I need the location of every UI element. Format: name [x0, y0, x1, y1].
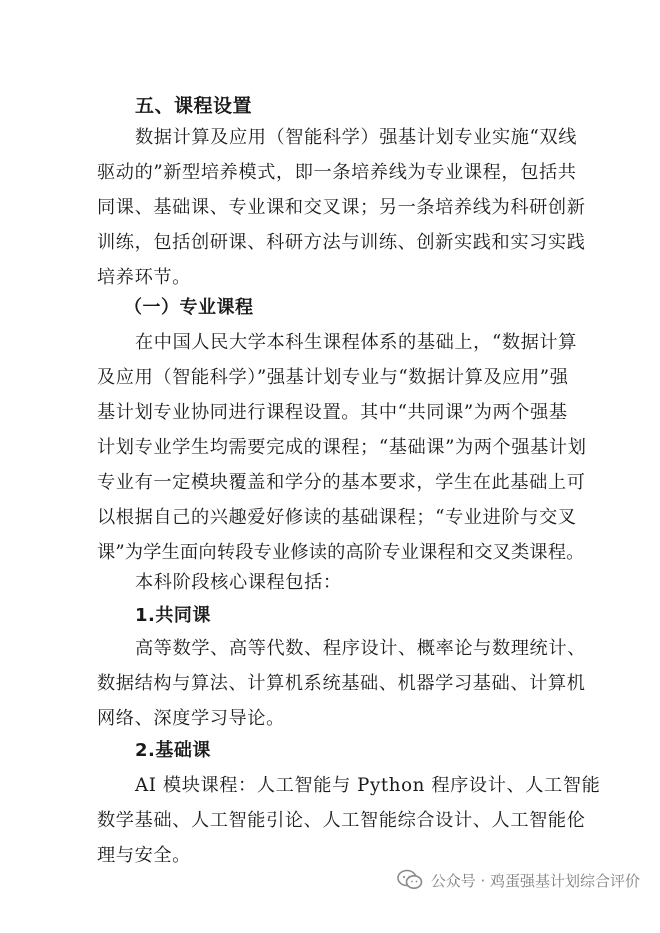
paragraph-line: 数据结构与算法、计算机系统基础、机器学习基础、计算机 — [97, 673, 586, 694]
paragraph-line: AI 模块课程：人工智能与 Python 程序设计、人工智能 — [135, 775, 601, 796]
paragraph-line: 以根据自己的兴趣爱好修读的基础课程；“专业进阶与交叉 — [97, 507, 577, 528]
paragraph-line: 网络、深度学习导论。 — [97, 708, 285, 729]
paragraph-line: 课”为学生面向转段专业修读的高阶专业课程和交叉类课程。 — [97, 542, 585, 563]
paragraph-line: 驱动的”新型培养模式，即一条培养线为专业课程，包括共 — [97, 162, 577, 183]
paragraph-line: 及应用（智能科学）”强基计划专业与“数据计算及应用”强 — [97, 367, 569, 388]
watermark-text: 公众号 · 鸡蛋强基计划综合评价 — [430, 871, 640, 890]
paragraph-line: 本科阶段核心课程包括： — [135, 572, 342, 593]
paragraph-line: 培养环节。 — [97, 267, 191, 288]
paragraph-line: 数据计算及应用（智能科学）强基计划专业实施“双线 — [135, 127, 578, 148]
paragraph-line: 专业有一定模块覆盖和学分的基本要求，学生在此基础上可 — [97, 472, 586, 493]
item-heading: 1.共同课 — [135, 605, 211, 626]
paragraph-line: 理与安全。 — [97, 845, 191, 866]
paragraph-line: 训练，包括创研课、科研方法与训练、创新实践和实习实践 — [97, 232, 586, 253]
subsection-heading: （一）专业课程 — [124, 297, 254, 318]
section-heading: 五、课程设置 — [135, 95, 253, 117]
paragraph-line: 数学基础、人工智能引论、人工智能综合设计、人工智能伦 — [97, 810, 586, 831]
paragraph-line: 在中国人民大学本科生课程体系的基础上，“数据计算 — [135, 332, 578, 353]
paragraph-line: 计划专业学生均需要完成的课程；“基础课”为两个强基计划 — [97, 437, 587, 458]
paragraph-line: 基计划专业协同进行课程设置。其中“共同课”为两个强基 — [97, 402, 568, 423]
item-heading: 2.基础课 — [135, 740, 211, 761]
paragraph-line: 同课、基础课、专业课和交叉课；另一条培养线为科研创新 — [97, 197, 586, 218]
paragraph-line: 高等数学、高等代数、程序设计、概率论与数理统计、 — [135, 638, 586, 659]
watermark — [397, 869, 640, 891]
wechat-official-account-icon — [397, 869, 423, 891]
